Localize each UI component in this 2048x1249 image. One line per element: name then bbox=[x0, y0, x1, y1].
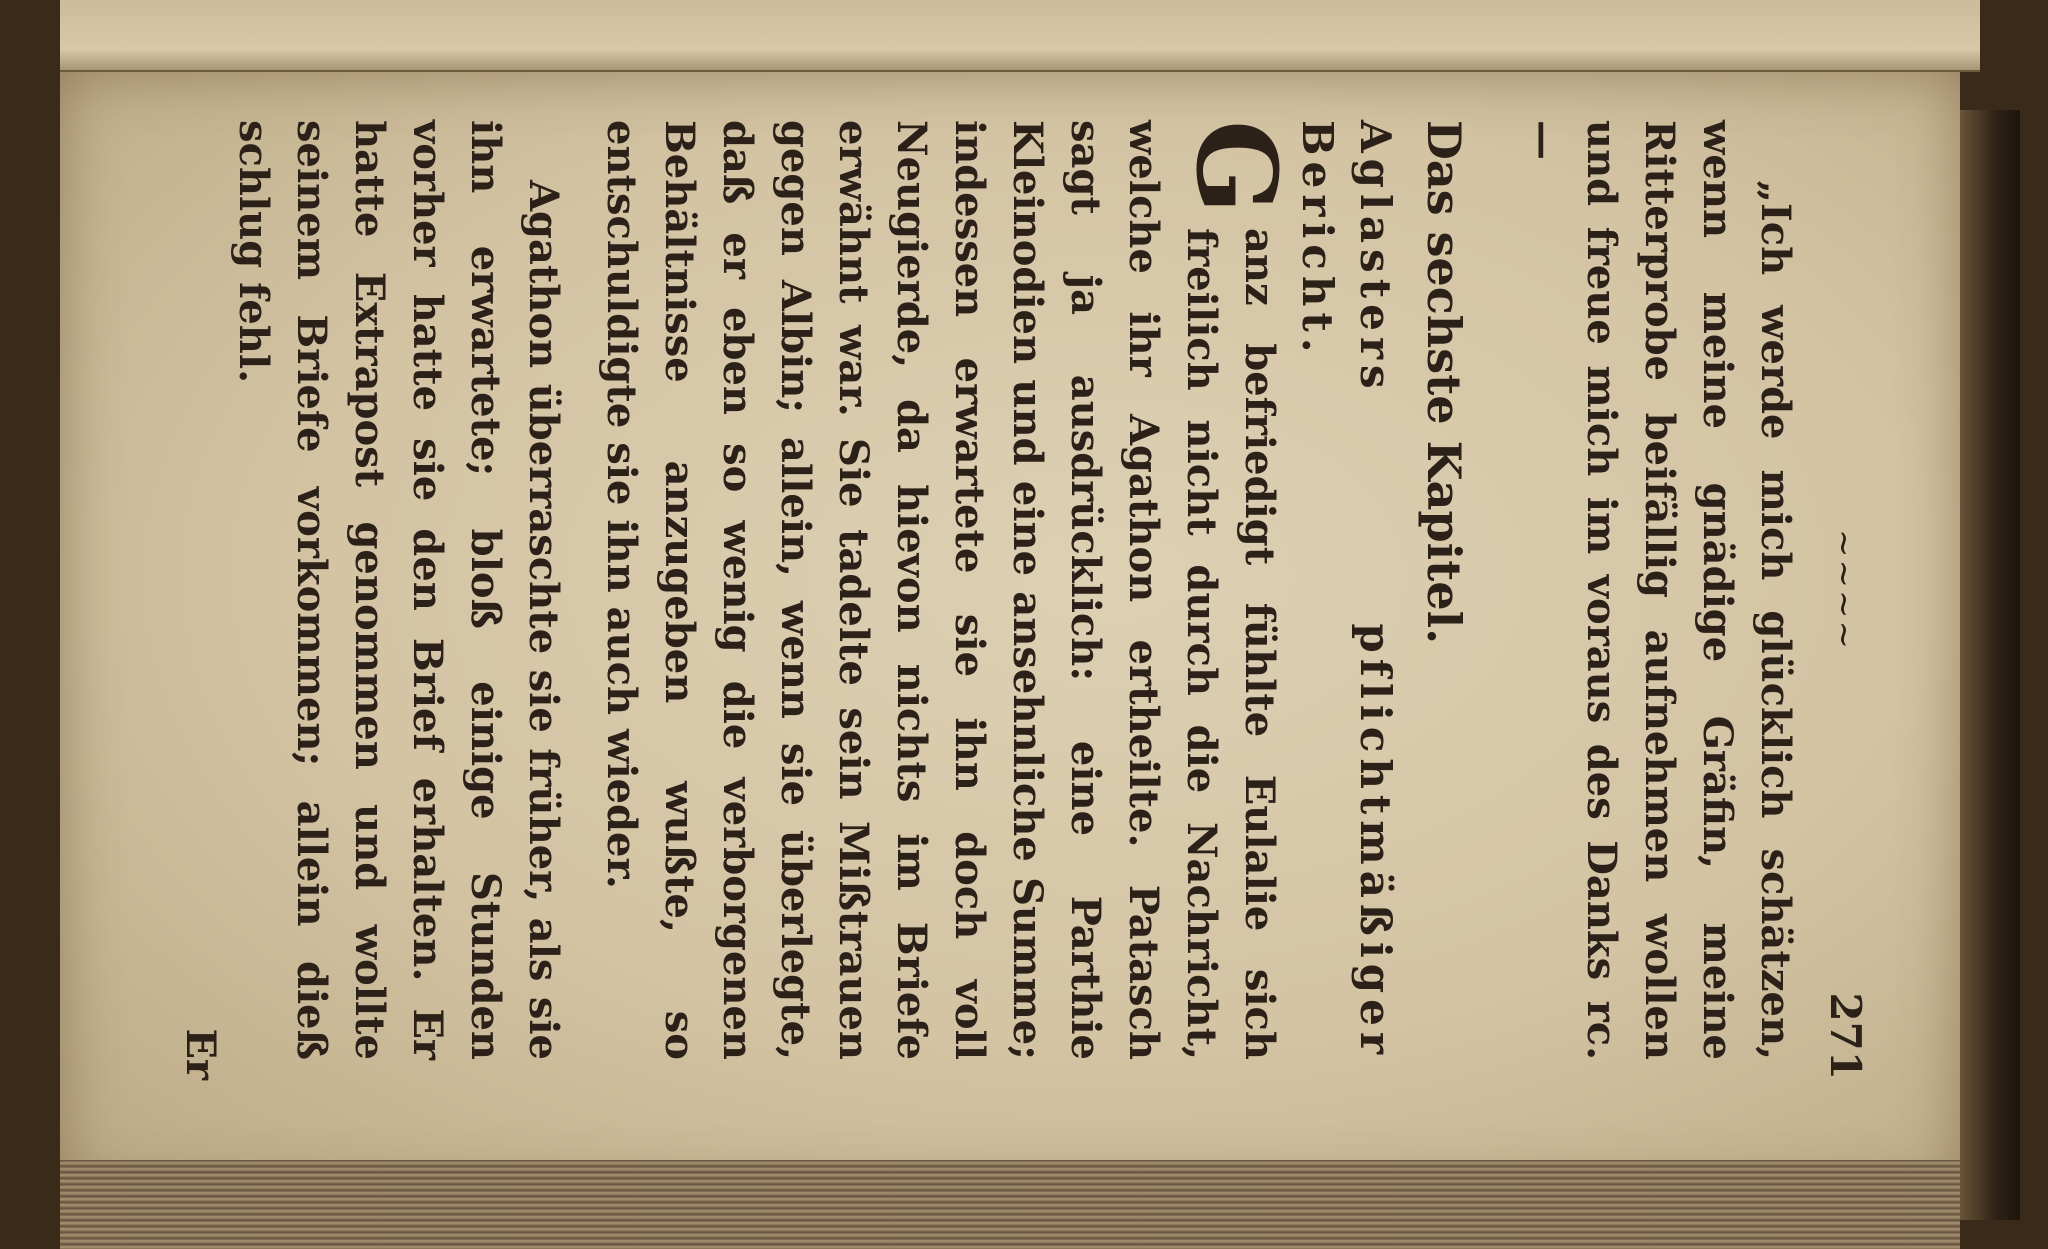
page-header bbox=[1814, 80, 1874, 1120]
page-number: 271 bbox=[1821, 992, 1870, 1080]
page-body bbox=[224, 120, 1804, 1060]
paragraph-2: Agathon überraschte sie früher, als sie ihn erwartete; bloß einige Stunden vorher hatte sie den Brief erhalten. Er hatte Extrapost genommen und wollte seinem Briefe vorkommen; allein dieß schlug fehl. bbox=[230, 120, 567, 1060]
opening-paragraph: „Ich werde mich glücklich schätzen, wenn meine gnädige Gräfin, meine Ritterprobe beifällig aufnehmen wollen und freue mich im voraus des Danks rc. — bbox=[1520, 120, 1799, 1060]
header-ornament: ~~~~ bbox=[1824, 529, 1864, 651]
chapter-title: Das sechste Kapitel. bbox=[1417, 120, 1471, 645]
paragraph-1-text: anz befriedigt fühlte Eulalie sich freilich nicht durch die Nachricht, welche ihr Agathon ertheilte. Patasch sagt ja ausdrücklich: eine Parthie Kleinodien und eine ansehnliche Summe; indessen erwartete sie ihn doch voll Neugierde, da hievon nichts im Briefe erwähnt war. Sie tadelte sein Mißtrauen gegen Albin; allein, wenn sie überlegte, daß er eben so wenig die verborgenen Behältnisse anzugeben wußte, so entschuldigte sie ihn auch wieder. bbox=[598, 120, 1283, 1060]
catchword: Er bbox=[177, 1028, 224, 1080]
chapter-subtitle: Aglasters pflichtmäßiger Bericht. bbox=[1293, 120, 1400, 1060]
page-edges bbox=[60, 1160, 1960, 1249]
paragraph-1 bbox=[592, 120, 1301, 1060]
book-binding bbox=[1960, 110, 2020, 1220]
drop-cap: G bbox=[1172, 120, 1301, 214]
rotated-page-content bbox=[114, 60, 1934, 1140]
